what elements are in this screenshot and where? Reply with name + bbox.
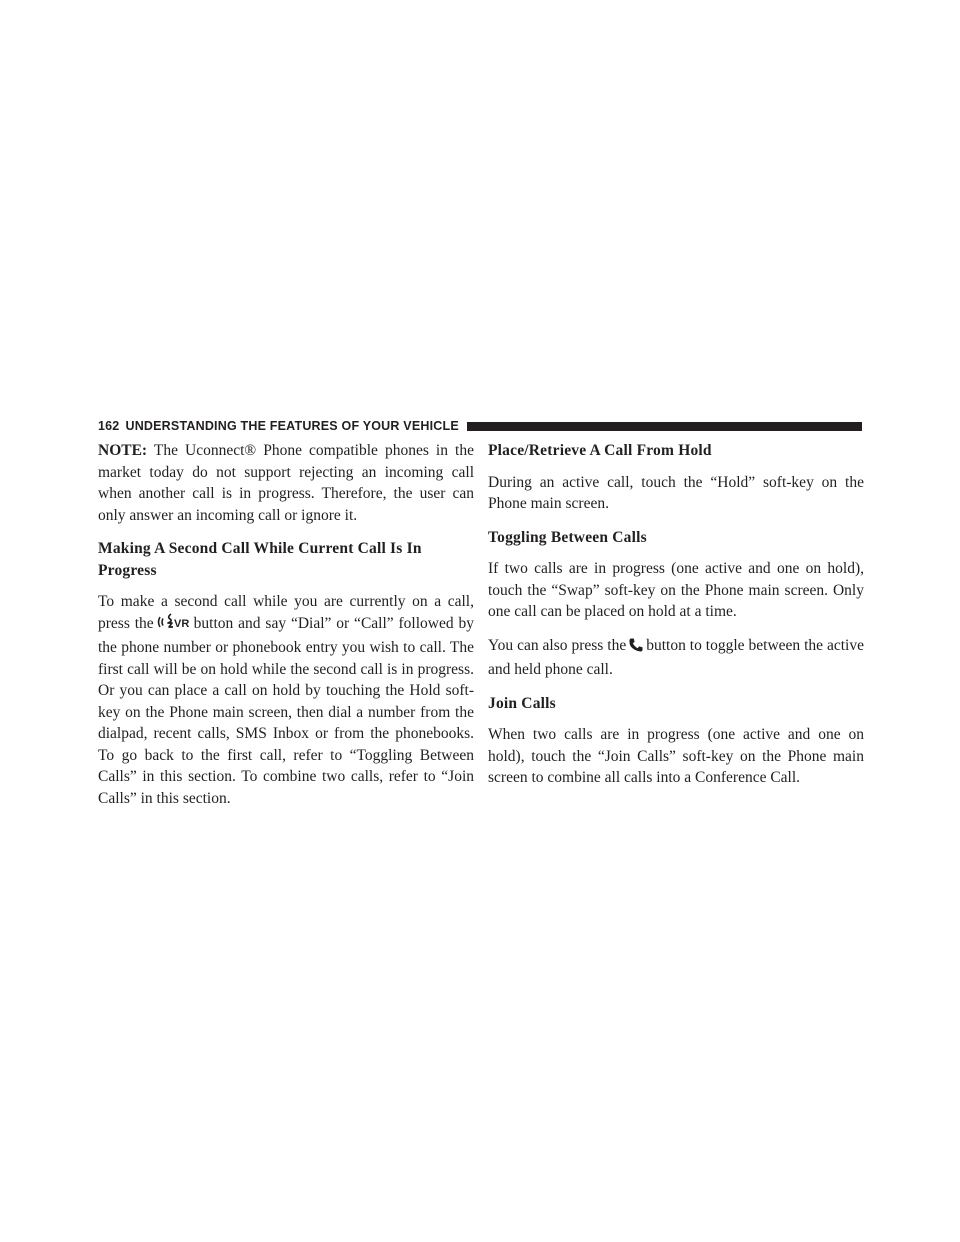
toggle-heading: Toggling Between Calls	[488, 528, 647, 546]
toggle-paragraph: If two calls are in progress (one active and one on hold), touch the “Swap” soft-key on the Phone main screen. Only one call can be placed on hold at a time.	[488, 560, 864, 620]
svg-text:VR: VR	[173, 617, 189, 630]
page-number: 162	[98, 419, 120, 433]
note-paragraph	[98, 440, 474, 526]
left-column	[98, 440, 474, 821]
join-paragraph: When two calls are in progress (one active and one on hold), touch the “Join Calls” soft-key on the Phone main screen to combine all calls into a Conference Call.	[488, 726, 864, 786]
join-heading: Join Calls	[488, 694, 556, 712]
note-text: The Uconnect® Phone compatible phones in the market today do not support rejecting an incoming call when another call is in progress. Therefore, the user can only answer an incoming call or ignore it.	[98, 442, 474, 524]
right-column	[488, 440, 864, 801]
second-call-text-2: button and say “Dial” or “Call” followed by the phone number or phonebook entry you wish to call. The first call will be on hold while the second call is in progress. Or you can place a call on hold by touching the Hold soft-key on the Phone main screen, then dial a number from the dialpad, recent calls, SMS Inbox or from the phonebooks. To go back to the first call, refer to “Toggling Between Calls” in this section. To combine two calls, refer to “Join Calls” in this section.	[98, 614, 474, 807]
second-call-paragraph	[98, 591, 474, 809]
hold-heading: Place/Retrieve A Call From Hold	[488, 442, 712, 459]
toggle-text-1: You can also press the	[488, 636, 627, 654]
page-header	[98, 416, 862, 436]
note-label: NOTE:	[98, 442, 148, 459]
section-title: UNDERSTANDING THE FEATURES OF YOUR VEHICLE	[125, 419, 459, 433]
toggle-paragraph-2	[488, 635, 864, 681]
voice-recognition-icon	[156, 613, 192, 638]
second-call-text-1: To make a second call while you are currently on a call, press the	[98, 593, 474, 632]
toggle-text-2: button to toggle between the active and held phone call.	[488, 636, 864, 678]
phone-icon	[628, 637, 644, 660]
hold-paragraph: During an active call, touch the “Hold” soft-key on the Phone main screen.	[488, 473, 864, 512]
second-call-heading: Making A Second Call While Current Call Is In Progress	[98, 540, 422, 579]
header-title	[98, 419, 459, 433]
header-rule	[467, 422, 862, 431]
